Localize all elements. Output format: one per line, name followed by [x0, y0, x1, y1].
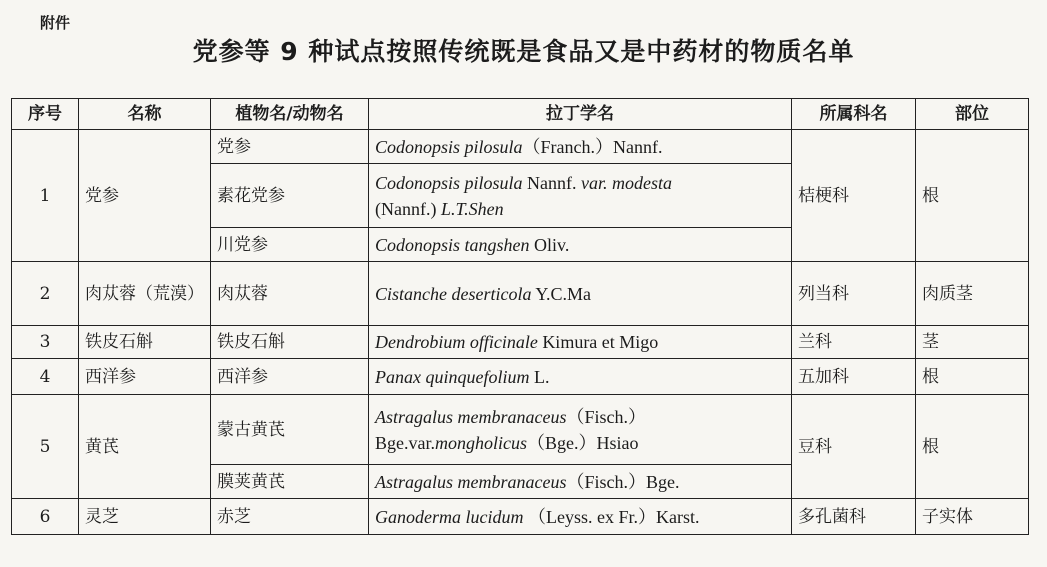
row-source: 赤芝: [211, 499, 369, 535]
latin-author: (Nannf.): [375, 198, 437, 219]
row-name: 肉苁蓉（荒漠）: [79, 262, 211, 326]
header-name: 名称: [79, 99, 211, 130]
row-part: 根: [916, 395, 1029, 499]
latin-italic: Cistanche deserticola: [375, 283, 532, 304]
row-part: 子实体: [916, 499, 1029, 535]
table-row: [12, 262, 1029, 326]
latin-author: L.: [533, 366, 550, 387]
table-row: [12, 395, 1029, 465]
latin-variety: var. modesta: [581, 172, 673, 193]
row-name: 西洋参: [79, 359, 211, 395]
latin-author: Y.C.Ma: [535, 283, 592, 304]
row-family: 五加科: [792, 359, 916, 395]
latin-italic: Codonopsis pilosula: [375, 172, 523, 193]
latin-italic: Dendrobium officinale: [375, 332, 538, 352]
row-num: 1: [12, 130, 79, 262]
row-part: 根: [916, 359, 1029, 395]
row-family: 桔梗科: [792, 130, 916, 262]
row-family: 多孔菌科: [792, 499, 916, 535]
latin-author: Nannf.: [527, 172, 577, 193]
substance-table: [11, 98, 1029, 535]
row-source: 西洋参: [211, 359, 369, 395]
row-latin: [369, 130, 792, 164]
latin-author: Oliv.: [534, 234, 570, 255]
latin-variety: mongholicus: [435, 432, 527, 453]
row-part: 肉质茎: [916, 262, 1029, 326]
row-part: 根: [916, 130, 1029, 262]
header-family: 所属科名: [792, 99, 916, 130]
latin-italic: Codonopsis pilosula: [375, 136, 523, 157]
row-source: 党参: [211, 130, 369, 164]
latin-author: Kimura et Migo: [542, 332, 659, 352]
row-name: 灵芝: [79, 499, 211, 535]
latin-author: （Fisch.）Bge.: [566, 471, 680, 492]
header-source: 植物名/动物名: [211, 99, 369, 130]
row-source: 膜荚黄芪: [211, 465, 369, 499]
table-row: [12, 130, 1029, 164]
table-row: [12, 359, 1029, 395]
row-latin: [369, 359, 792, 395]
latin-italic: Ganoderma lucidum: [375, 506, 524, 527]
row-num: 3: [12, 326, 79, 359]
header-latin: 拉丁学名: [369, 99, 792, 130]
latin-italic: Astragalus membranaceus: [375, 471, 567, 492]
table-header-row: [12, 99, 1029, 130]
row-num: 5: [12, 395, 79, 499]
header-part: 部位: [916, 99, 1029, 130]
row-family: 豆科: [792, 395, 916, 499]
row-family: 兰科: [792, 326, 916, 359]
row-name: 黄芪: [79, 395, 211, 499]
latin-italic: Panax quinquefolium: [375, 366, 530, 387]
row-latin: [369, 326, 792, 359]
latin-author: （Fisch.）: [566, 406, 647, 427]
latin-author: （Bge.）Hsiao: [527, 432, 639, 453]
table-row: [12, 499, 1029, 535]
row-source: 铁皮石斛: [211, 326, 369, 359]
latin-italic: Astragalus membranaceus: [375, 406, 567, 427]
row-latin: [369, 164, 792, 228]
row-num: 4: [12, 359, 79, 395]
row-name: 铁皮石斛: [79, 326, 211, 359]
row-source: 素花党参: [211, 164, 369, 228]
latin-italic: Codonopsis tangshen: [375, 234, 530, 255]
row-latin: [369, 395, 792, 465]
row-latin: [369, 465, 792, 499]
header-num: 序号: [12, 99, 79, 130]
row-name: 党参: [79, 130, 211, 262]
row-latin: [369, 262, 792, 326]
latin-author: （Franch.）Nannf.: [522, 136, 663, 157]
row-latin: [369, 228, 792, 262]
latin-author: （Leyss. ex Fr.）Karst.: [527, 506, 700, 527]
row-source: 蒙古黄芪: [211, 395, 369, 465]
page-title: 党参等 9 种试点按照传统既是食品又是中药材的物质名单: [192, 37, 855, 66]
table-row: [12, 326, 1029, 359]
row-part: 茎: [916, 326, 1029, 359]
attachment-label: 附件: [40, 14, 71, 32]
row-family: 列当科: [792, 262, 916, 326]
row-latin: [369, 499, 792, 535]
latin-italic: L.T.Shen: [440, 198, 504, 219]
row-num: 2: [12, 262, 79, 326]
row-source: 川党参: [211, 228, 369, 262]
row-source: 肉苁蓉: [211, 262, 369, 326]
row-num: 6: [12, 499, 79, 535]
latin-author: Bge.var.: [375, 432, 435, 453]
